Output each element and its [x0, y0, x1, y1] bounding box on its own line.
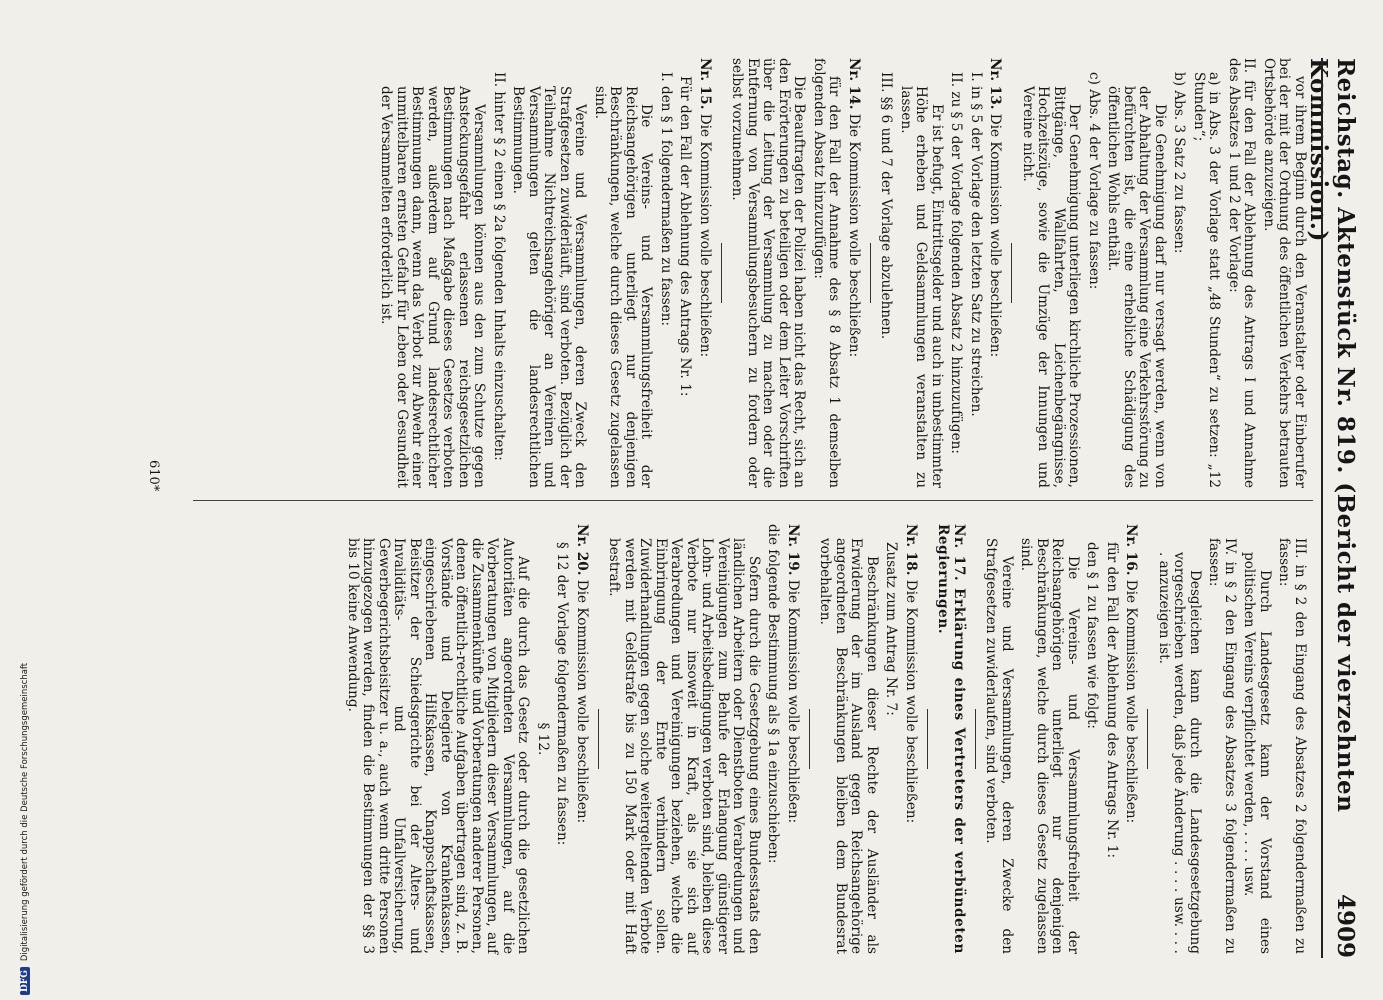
paragraph: II. zu § 5 der Vorlage folgenden Absatz 2 hinzuzufügen:: [948, 72, 965, 455]
paragraph: III. in § 2 den Eingang des Absatzes 2 folgendermaßen zu fassen:: [1276, 538, 1308, 954]
separator: [809, 709, 810, 769]
left-column: [374, 58, 1307, 488]
paragraph: II. hinter § 2 einen § 2a folgenden Inhalts einzuschalten:: [491, 72, 507, 461]
paragraph: I. den § 1 folgendermaßen zu fassen:: [658, 72, 674, 327]
separator: [927, 709, 928, 769]
section-number: Nr. 20.: [574, 524, 590, 576]
paragraph: Die Beauftragten der Polizei haben nicht das Recht, sich an den Erörterungen zu beteiligen oder dem Leiter Vorschriften über die Leitung der Versammlung zu machen oder die Entfernung von Versammlungsbesuchern zu fordern oder selbst vorzunehmen.: [729, 58, 808, 488]
paragraph: Beschränkungen dieser Rechte der Ausländer als Erwiderung der im Ausland gegen Reichsangehörige angeordneten Beschränkungen bleiben dem Bundesrat vorbehalten.: [817, 538, 880, 954]
header-rule: [1321, 58, 1323, 958]
section-number: Nr. 14.: [846, 58, 862, 110]
section-nr17: [935, 524, 966, 954]
paragraph: § 12 der Vorlage folgendermaßen zu fassen:: [554, 542, 571, 846]
paragraph: Durch Landesgesetz kann der Vorstand eines politischen Vereins verpflichtet werden, . . . . usw.: [1241, 552, 1273, 954]
paragraph: Vereine und Versammlungen, deren Zweck den Strafgesetzen zuwiderläuft, sind verboten. Bezüglich der Teilnahme Nichtreichsangehöriger an Vereinen und Versammlungen gelten die landesrechtlichen Bestimmungen.: [510, 86, 589, 488]
paragraph: für den Fall der Annahme des § 8 Absatz 1 demselben folgenden Absatz hinzuzufügen:: [811, 58, 843, 488]
section-number: Nr. 16.: [1123, 524, 1140, 576]
paragraph: I. in § 5 der Vorlage den letzten Satz zu streichen.: [968, 72, 984, 417]
document-page: [83, 0, 1383, 1000]
separator: [598, 709, 599, 769]
header-title: Reichstag. Aktenstück Nr. 819. (Bericht der vierzehnten Kommission.): [1305, 58, 1359, 813]
section-nr19: [785, 524, 801, 954]
section-nr16: [1123, 524, 1139, 954]
paragraph: II. für den Fall der Ablehnung des Antrags I und Annahme des Absatzes 1 und 2 der Vorlage:: [1226, 58, 1258, 488]
paragraph: c) Abs. 4 der Vorlage zu fassen:: [1086, 72, 1102, 290]
section-number: Nr. 18.: [903, 524, 919, 576]
section-nr13: [987, 58, 1003, 488]
section-nr18: [903, 524, 919, 954]
paragraph: Auf die durch das Gesetz oder durch die gesetzlichen Autoritäten angeordneten Versammlungen, auf die Vorberatungen von Mitgliedern dieser Versammlungen, auf die Zusammenkünfte und Vorberatungen anderer Personen, denen öffentlich-rechtliche Aufgaben übertragen sind, z. B. Vorstände und Delegierte von Krankenkassen, eingeschriebenen Hilfskassen, Knappschaftskassen, Beisitzer der Schiedsgerichte bei der Alters- und Invaliditäts- und Unfallversicherung, Gewerbegerichtsbeisitzer u. a., auch wenn dritte Personen hinzugezogen werden, finden die Bestimmungen der §§ 3 bis 10 keine Anwendung.: [345, 538, 532, 954]
section-intro: Die Kommission wolle beschließen:: [574, 579, 590, 824]
side-caption: [12, 5, 30, 995]
dfg-logo: DFG: [20, 967, 30, 995]
paragraph: III. §§ 6 und 7 der Vorlage abzulehnen.: [878, 72, 895, 340]
section-nr20: [574, 524, 590, 954]
paragraph: die folgende Bestimmung als § 1a einzuschieben:: [765, 524, 782, 864]
section-intro: Erklärung eines Vertreters der verbündeten Regierungen.: [935, 524, 967, 954]
paragraph: b) Abs. 3 Satz 2 zu fassen:: [1171, 72, 1188, 254]
column-divider: [193, 500, 1313, 501]
paragraph: für den Fall der Ablehnung des Antrags Nr. 1:: [1104, 542, 1120, 859]
paragraph: a) in Abs. 3 der Vorlage statt „48 Stunden“ zu setzen: „12 Stunden“;: [1191, 72, 1223, 488]
right-column: [341, 524, 1308, 954]
paragraph: Die Vereins- und Versammlungsfreiheit der Reichsangehörigen unterliegt nur denjenigen Beschränkungen, welche durch dieses Gesetz zugelassen sind.: [1018, 538, 1081, 954]
section-number: Nr. 15.: [697, 58, 713, 110]
section-intro: Die Kommission wolle beschließen:: [697, 113, 713, 358]
paragraph: Desgleichen kann durch die Landesgesetzgebung vorgeschrieben werden, daß jede Änderung . . . . usw. . . . . anzuzeigen ist.: [1156, 552, 1203, 954]
paragraph: Zusatz zum Antrag Nr. 7:: [883, 542, 900, 716]
page-signature: 610*: [146, 460, 161, 492]
paragraph: Die Genehmigung darf nur versagt werden, wenn von der Abhaltung der Versammlung eine Verkehrsstörung zu befürchten ist, die eine erhebliche Schädigung des öffentlichen Wohls enthält.: [1105, 86, 1168, 488]
separator: [721, 243, 722, 303]
paragraph: Der Genehmigung unterliegen kirchliche Prozessionen, Bittgänge, Wallfahrten, Leichenbegängnisse, Hochzeitszüge, sowie die Umzüge der Innungen und Vereine nicht.: [1020, 86, 1083, 488]
section-intro: Die Kommission wolle beschließen:: [785, 579, 801, 824]
separator: [975, 709, 976, 769]
paragraph: IV. in § 2 den Eingang des Absatzes 3 folgendermaßen zu fassen:: [1206, 538, 1238, 954]
paragraph: Er ist befugt, Eintrittsgelder und auch in unbestimmter Höhe erheben und Geldsammlungen veranstalten zu lassen.: [898, 86, 945, 488]
paragraph: vor ihrem Beginn durch den Veranstalter oder Einberufer bei der mit der Ordnung des öffentlichen Verkehrs betrauten Ortsbehörde anzuzeigen.: [1261, 58, 1308, 488]
section-number: Nr. 13.: [987, 58, 1004, 110]
section-intro: Die Kommission wolle beschließen:: [903, 579, 919, 824]
paragraph: Sofern durch die Gesetzgebung eines Bundesstaats den ländlichen Arbeitern oder Dienstboten Verabredungen und Vereinigungen zum Behufe der Erlangung günstigerer Lohn- und Arbeitsbedingungen verboten sind, bleiben diese Verbote nur insoweit in Kraft, als sie sich auf Verabredungen und Vereinigungen beziehen, welche die Einbringung der Ernte verhindern sollen. Zuwiderhandlungen gegen solche weitergeltenden Verbote werden mit Geldstrafe bis zu 150 Mark oder mit Haft bestraft.: [606, 538, 762, 954]
section-number: Nr. 17.: [951, 524, 967, 582]
section-number: Nr. 19.: [785, 524, 801, 576]
paragraph: Die Vereins- und Versammlungsfreiheit der Reichsangehörigen unterliegt nur denjenigen Beschränkungen, welche durch dieses Gesetz zugelassen sind.: [592, 86, 655, 488]
section-nr14: [846, 58, 862, 488]
section-intro: Die Kommission wolle beschließen:: [846, 113, 862, 358]
page-number: 4909: [1332, 893, 1359, 958]
section-intro: Die Kommission wolle beschließen:: [987, 113, 1004, 358]
paragraph: den § 1 zu fassen wie folgt:: [1084, 542, 1101, 730]
separator: [1148, 709, 1149, 769]
section-nr15: [697, 58, 713, 488]
paragraph-heading: § 12.: [535, 722, 551, 756]
separator: [870, 243, 871, 303]
paragraph: Vereine und Versammlungen, deren Zwecke den Strafgesetzen zuwiderlaufen, sind verboten.: [983, 538, 1015, 954]
funding-note: Digitalisierung gefördert durch die Deutsche Forschungsgemeinschaft: [20, 662, 30, 962]
section-intro: Die Kommission wolle beschließen:: [1123, 579, 1140, 824]
paragraph: Für den Fall der Ablehnung des Antrags Nr. 1:: [677, 76, 694, 397]
page-header: [1305, 58, 1365, 958]
paragraph: Versammlungen können aus den zum Schutze gegen Ansteckungsgefahr erlassenen reichsgesetzlichen Bestimmungen nach Maßgabe dieses Gesetzes verboten werden, außerdem auf Grund landesrechtlicher Bestimmungen dann, wenn das Verbot zur Abwehr einer unmittelbaren ernsten Gefahr für Leben oder Gesundheit der Versammelten erforderlich ist.: [378, 86, 488, 488]
separator: [1012, 243, 1013, 303]
